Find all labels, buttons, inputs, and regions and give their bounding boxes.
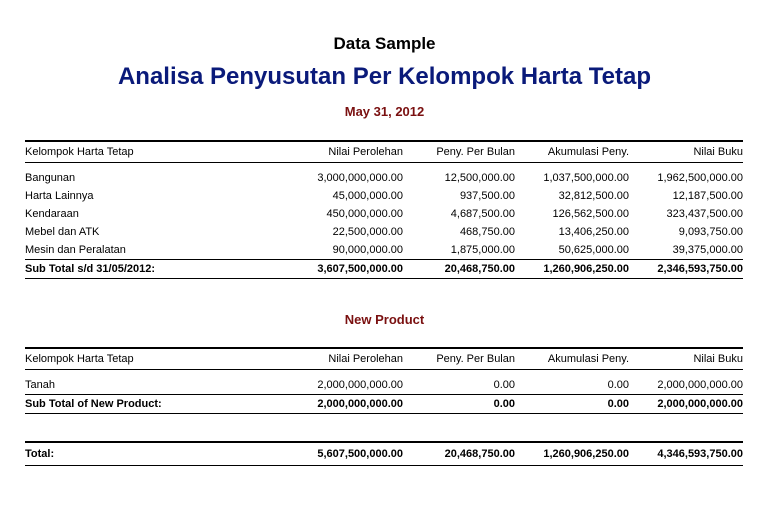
col-header-book-value: Nilai Buku	[629, 348, 743, 370]
cell-book-value: 9,093,750.00	[678, 226, 743, 238]
cell-accum-depr: 50,625,000.00	[558, 244, 629, 256]
total-row	[25, 442, 743, 466]
grand-total-table	[25, 441, 743, 466]
subtotal-book-value: 2,346,593,750.00	[629, 260, 743, 279]
total-monthly-depr: 20,468,750.00	[403, 442, 515, 466]
col-header-monthly-depr: Peny. Per Bulan	[403, 141, 515, 163]
subtotal-monthly-depr: 0.00	[403, 395, 515, 414]
subtotal-accum-depr: 0.00	[515, 395, 629, 414]
cell-acquisition: 2,000,000,000.00	[317, 379, 403, 391]
table-row	[25, 169, 743, 187]
table-header-row	[25, 348, 743, 370]
subtotal-acquisition: 2,000,000,000.00	[225, 395, 403, 414]
cell-book-value: 323,437,500.00	[666, 208, 743, 220]
cell-monthly-depr: 937,500.00	[459, 190, 515, 202]
cell-monthly-depr: 4,687,500.00	[450, 208, 515, 220]
table-row	[25, 205, 743, 223]
subtotal-label: Sub Total of New Product:	[25, 395, 225, 414]
cell-acquisition: 22,500,000.00	[332, 226, 403, 238]
cell-book-value: 2,000,000,000.00	[657, 379, 743, 391]
subtotal-label: Sub Total s/d 31/05/2012:	[25, 260, 225, 279]
cell-book-value: 39,375,000.00	[672, 244, 743, 256]
subtotal-accum-depr: 1,260,906,250.00	[515, 260, 629, 279]
company-name: Data Sample	[333, 34, 436, 53]
report-date: May 31, 2012	[344, 104, 425, 119]
cell-group: Bangunan	[25, 172, 76, 184]
table-row	[25, 223, 743, 241]
subtotal-book-value: 2,000,000,000.00	[629, 395, 743, 414]
table-row	[25, 241, 743, 260]
col-header-accum-depr: Akumulasi Peny.	[515, 348, 629, 370]
subtotal-row	[25, 395, 743, 414]
total-acquisition: 5,607,500,000.00	[225, 442, 403, 466]
report-title: Analisa Penyusutan Per Kelompok Harta Tetap	[117, 63, 652, 90]
total-label: Total:	[25, 442, 225, 466]
section-title-new-product: New Product	[344, 312, 425, 327]
cell-monthly-depr: 12,500,000.00	[444, 172, 515, 184]
cell-group: Tanah	[25, 379, 55, 391]
cell-group: Kendaraan	[25, 208, 79, 220]
col-header-accum-depr: Akumulasi Peny.	[515, 141, 629, 163]
cell-acquisition: 90,000,000.00	[332, 244, 403, 256]
subtotal-acquisition: 3,607,500,000.00	[225, 260, 403, 279]
cell-book-value: 1,962,500,000.00	[657, 172, 743, 184]
new-product-table	[25, 347, 743, 414]
cell-group: Mesin dan Peralatan	[25, 244, 126, 256]
cell-acquisition: 3,000,000,000.00	[317, 172, 403, 184]
cell-group: Mebel dan ATK	[25, 226, 100, 238]
col-header-monthly-depr: Peny. Per Bulan	[403, 348, 515, 370]
cell-acquisition: 45,000,000.00	[332, 190, 403, 202]
col-header-group: Kelompok Harta Tetap	[25, 348, 225, 370]
cell-acquisition: 450,000,000.00	[326, 208, 403, 220]
total-book-value: 4,346,593,750.00	[629, 442, 743, 466]
cell-book-value: 12,187,500.00	[672, 190, 743, 202]
cell-accum-depr: 32,812,500.00	[558, 190, 629, 202]
col-header-group: Kelompok Harta Tetap	[25, 141, 225, 163]
cell-accum-depr: 13,406,250.00	[558, 226, 629, 238]
subtotal-monthly-depr: 20,468,750.00	[403, 260, 515, 279]
col-header-acquisition: Nilai Perolehan	[225, 348, 403, 370]
cell-monthly-depr: 1,875,000.00	[450, 244, 515, 256]
table-row	[25, 187, 743, 205]
cell-accum-depr: 0.00	[607, 379, 629, 391]
subtotal-row	[25, 260, 743, 279]
table-row	[25, 376, 743, 395]
table-header-row	[25, 141, 743, 163]
col-header-book-value: Nilai Buku	[629, 141, 743, 163]
cell-accum-depr: 126,562,500.00	[552, 208, 629, 220]
cell-accum-depr: 1,037,500,000.00	[543, 172, 629, 184]
cell-monthly-depr: 468,750.00	[459, 226, 515, 238]
cell-monthly-depr: 0.00	[493, 379, 515, 391]
total-accum-depr: 1,260,906,250.00	[515, 442, 629, 466]
cell-group: Harta Lainnya	[25, 190, 94, 202]
asset-group-table	[25, 140, 743, 279]
col-header-acquisition: Nilai Perolehan	[225, 141, 403, 163]
